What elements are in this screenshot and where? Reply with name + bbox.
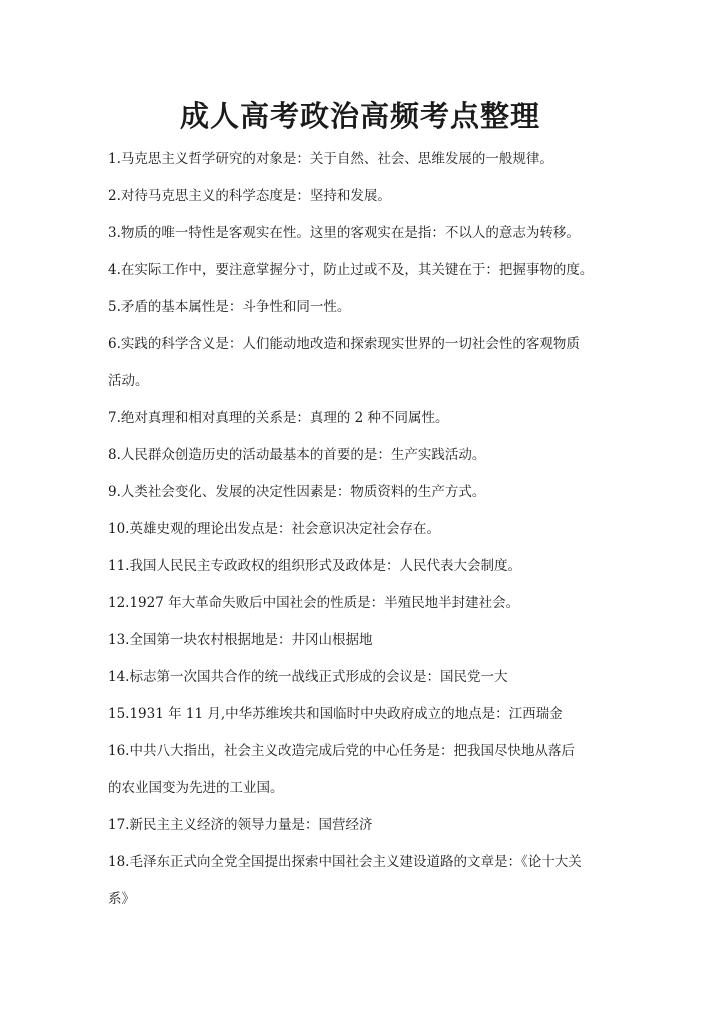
item-line: 3.物质的唯一特性是客观实在性。这里的客观实在是指：不以人的意志为转移。 (108, 225, 580, 241)
list-item (108, 187, 620, 206)
list-item (108, 705, 620, 724)
list-item (108, 409, 620, 428)
list-item (108, 816, 620, 835)
item-line: 6.实践的科学含义是：人们能动地改造和探索现实世界的一切社会性的客观物质 (108, 336, 580, 352)
list-item (108, 520, 620, 539)
item-line: 9.人类社会变化、发展的决定性因素是：物质资料的生产方式。 (108, 484, 486, 500)
item-line-continued: 系》 (108, 891, 135, 907)
item-line: 17.新民主主义经济的领导力量是：国营经济 (108, 817, 373, 833)
list-item (108, 631, 620, 650)
list-item (108, 594, 620, 613)
item-line: 8.人民群众创造历史的活动最基本的首要的是：生产实践活动。 (108, 447, 486, 463)
item-line: 10.英雄史观的理论出发点是：社会意识决定社会存在。 (108, 521, 440, 537)
item-line: 15.1931 年 11 月,中华苏维埃共和国临时中央政府成立的地点是：江西瑞金 (108, 706, 563, 722)
list-item (108, 446, 620, 465)
item-line: 14.标志第一次国共合作的统一战线正式形成的会议是：国民党一大 (108, 669, 508, 685)
item-line: 11.我国人民民主专政政权的组织形式及政体是：人民代表大会制度。 (108, 558, 521, 574)
item-line: 2.对待马克思主义的科学态度是：坚持和发展。 (108, 188, 391, 204)
list-item (108, 742, 620, 798)
list-item (108, 261, 620, 280)
item-line: 4.在实际工作中，要注意掌握分寸，防止过或不及，其关键在于：把握事物的度。 (108, 262, 594, 278)
list-item (108, 668, 620, 687)
list-item (108, 224, 620, 243)
item-line-continued: 活动。 (108, 373, 149, 389)
document-title: 成人高考政治高频考点整理 (179, 99, 540, 133)
item-line: 1.马克思主义哲学研究的对象是：关于自然、社会、思维发展的一般规律。 (108, 151, 553, 167)
item-line-continued: 的农业国变为先进的工业国。 (108, 780, 284, 796)
item-line: 12.1927 年大革命失败后中国社会的性质是：半殖民地半封建社会。 (108, 595, 520, 611)
item-line: 7.绝对真理和相对真理的关系是：真理的 2 种不同属性。 (108, 410, 449, 426)
item-line: 16.中共八大指出，社会主义改造完成后党的中心任务是：把我国尽快地从落后 (108, 743, 575, 759)
list-item (108, 557, 620, 576)
list-item (108, 150, 620, 169)
item-line: 13.全国第一块农村根据地是：井冈山根据地 (108, 632, 373, 648)
list-item (108, 853, 620, 909)
point-list (108, 150, 620, 927)
list-item (108, 335, 620, 391)
list-item (108, 298, 620, 317)
item-line: 18.毛泽东正式向全党全国提出探索中国社会主义建设道路的文章是：《论十大关 (108, 854, 582, 870)
list-item (108, 483, 620, 502)
item-line: 5.矛盾的基本属性是：斗争性和同一性。 (108, 299, 351, 315)
